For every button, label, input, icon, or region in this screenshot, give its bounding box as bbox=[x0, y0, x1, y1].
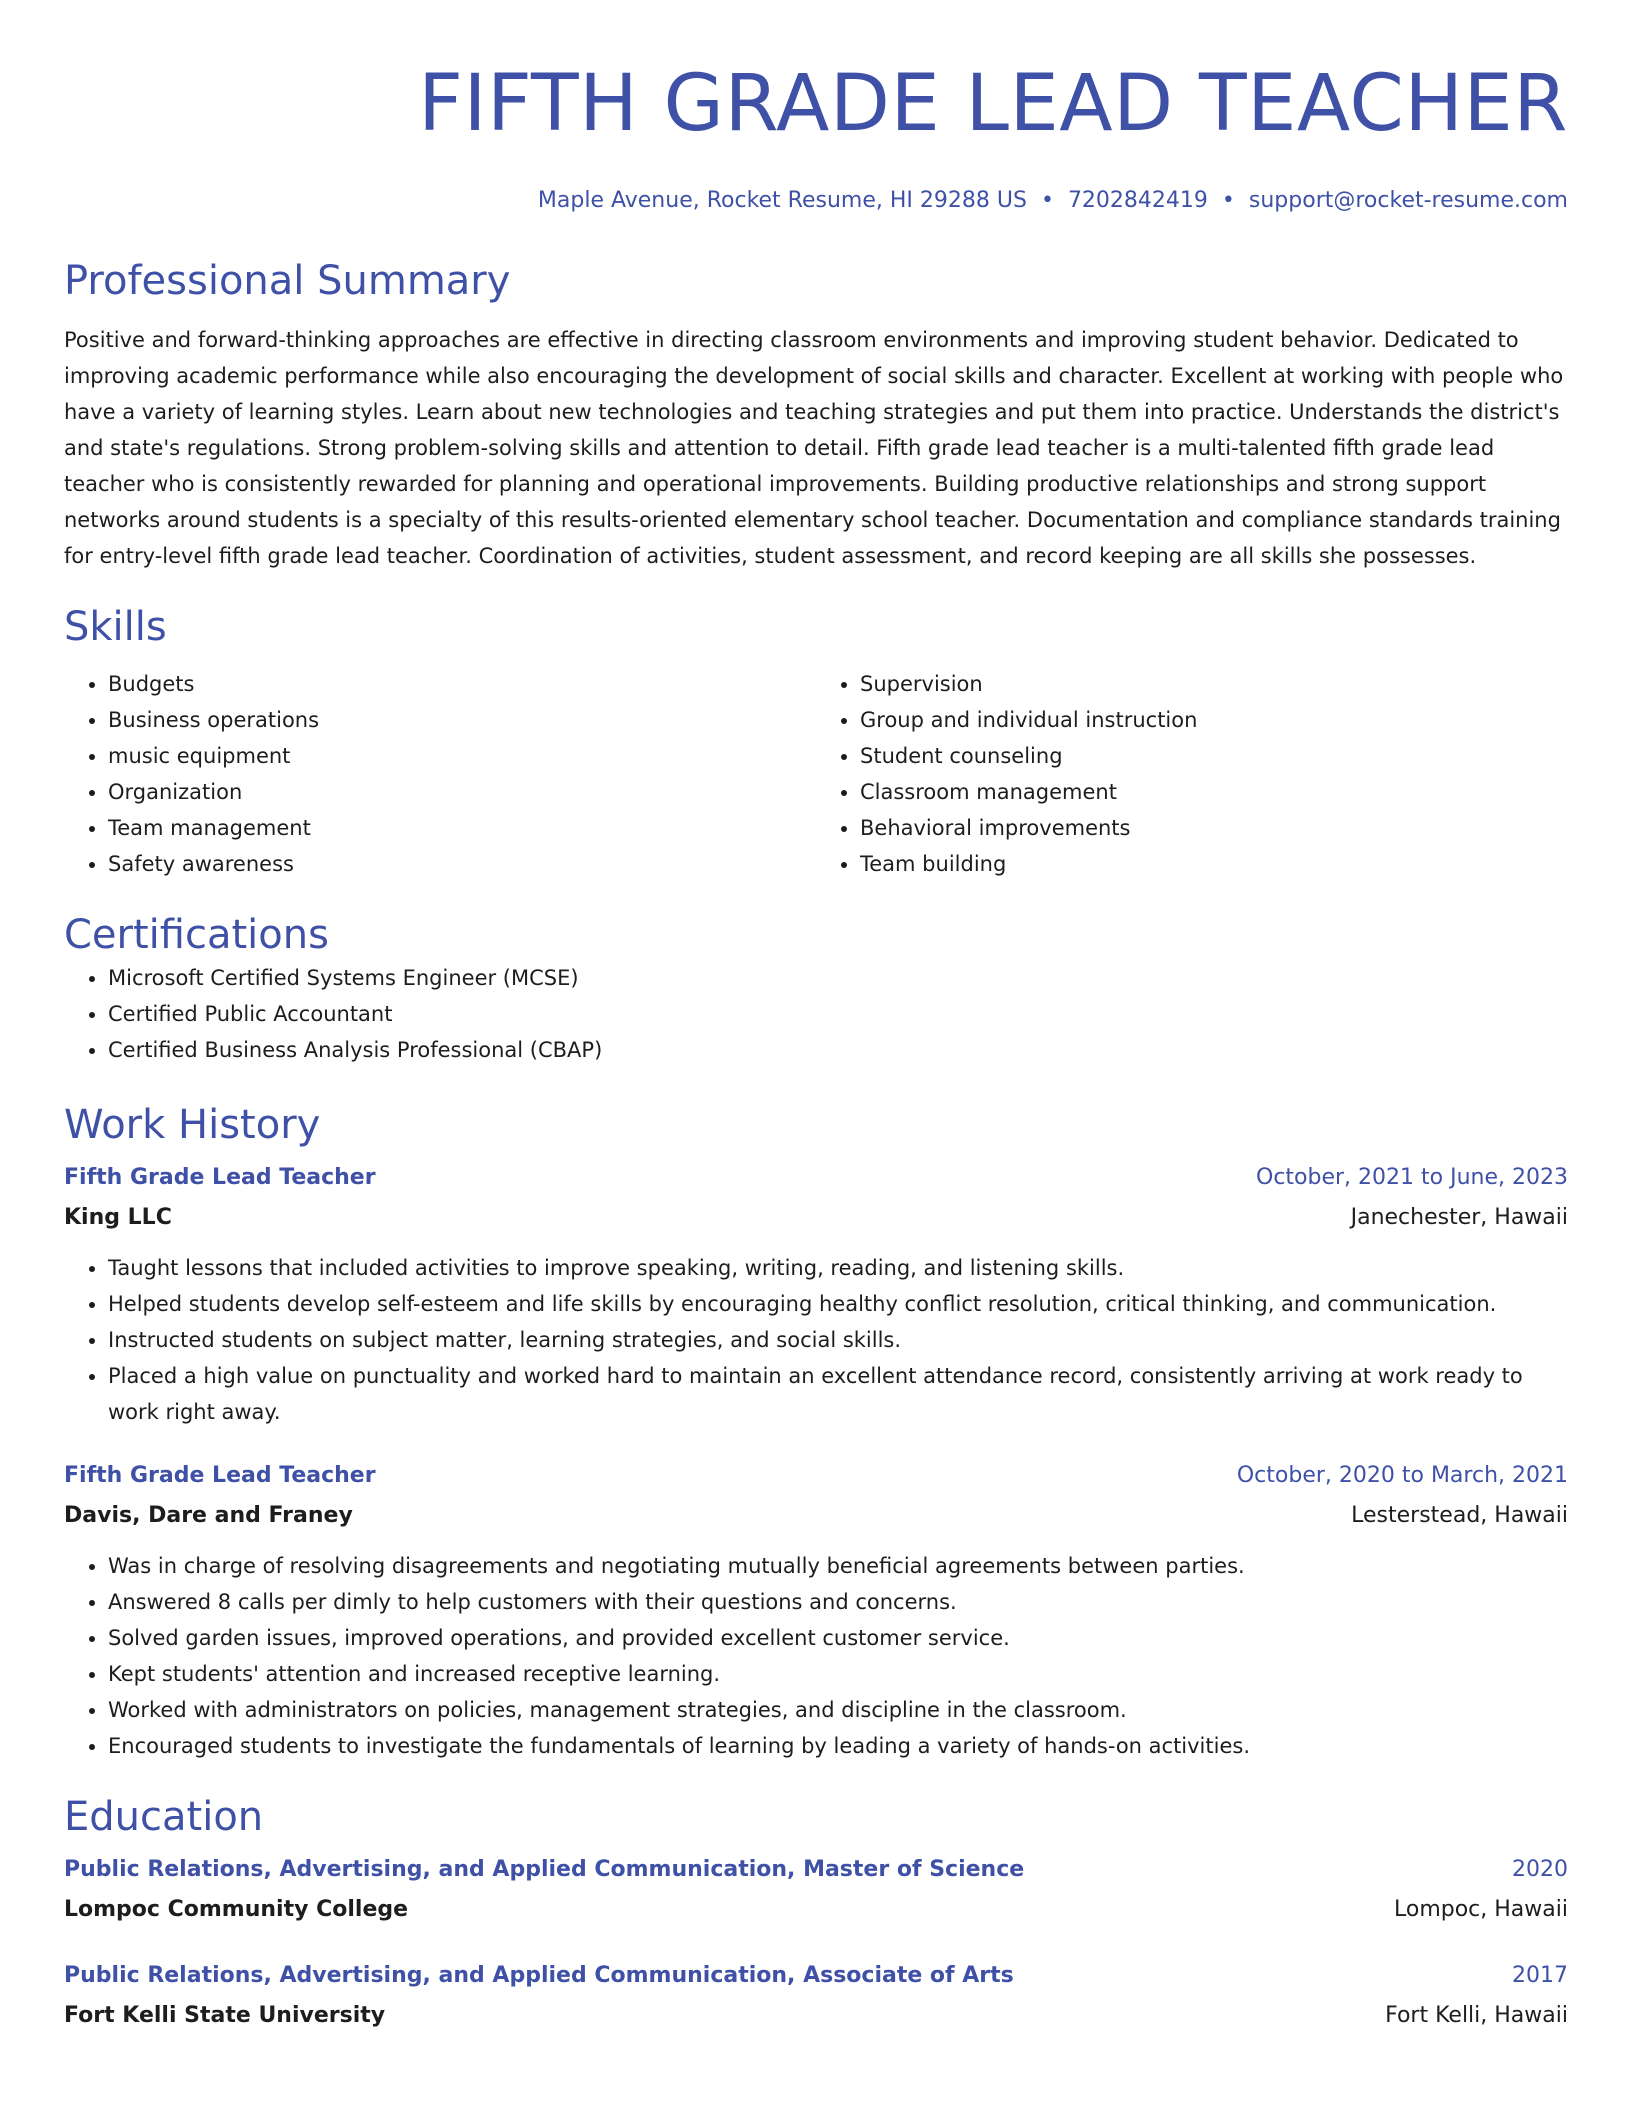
education-degree: Public Relations, Advertising, and Applied Communication, Master of Science bbox=[64, 1857, 1025, 1882]
job-bullet: • Kept students' attention and increased receptive learning. bbox=[108, 1656, 1568, 1692]
job-employer-row bbox=[64, 1198, 1568, 1238]
education-school-row bbox=[64, 1890, 1568, 1930]
education-degree: Public Relations, Advertising, and Applied Communication, Associate of Arts bbox=[64, 1963, 1014, 1988]
certifications-list bbox=[64, 960, 1568, 1068]
education-location: Lompoc, Hawaii bbox=[1394, 1897, 1568, 1922]
job-location: Lesterstead, Hawaii bbox=[1351, 1503, 1568, 1528]
contact-line bbox=[64, 186, 1568, 216]
job-entry bbox=[64, 1456, 1568, 1764]
job-employer: King LLC bbox=[64, 1205, 172, 1230]
contact-address: Maple Avenue, Rocket Resume, HI 29288 US bbox=[537, 188, 1027, 213]
contact-email[interactable]: support@rocket-resume.com bbox=[1248, 188, 1568, 213]
job-bullet: • Taught lessons that included activities to improve speaking, writing, reading, and listening skills. bbox=[108, 1250, 1568, 1286]
job-bullet: • Was in charge of resolving disagreements and negotiating mutually beneficial agreements between parties. bbox=[108, 1548, 1568, 1584]
contact-separator: • bbox=[1040, 188, 1054, 213]
job-dates: October, 2021 to June, 2023 bbox=[1256, 1165, 1568, 1190]
contact-phone: 7202842419 bbox=[1067, 188, 1208, 213]
skill-item: • Safety awareness bbox=[108, 846, 816, 882]
education-school: Fort Kelli State University bbox=[64, 2003, 386, 2028]
summary-heading: Professional Summary bbox=[64, 258, 511, 304]
summary-text: Positive and forward-thinking approaches are effective in directing classroom environments and improving student behavior. Dedicated to improving academic performance while also encouraging the development of social skills and character. Excellent at working with people who have a variety of learning styles. Learn about new technologies and teaching strategies and put them into practice. Understands the district's and state's regulations. Strong problem-solving skills and attention to detail. Fifth grade lead teacher is a multi-talented fifth grade lead teacher who is consistently rewarded for planning and operational improvements. Building productive relationships and strong support networks around students is a specialty of this results-oriented elementary school teacher. Documentation and compliance standards training for entry-level fifth grade lead teacher. Coordination of activities, student assessment, and record keeping are all skills she possesses. bbox=[64, 328, 1564, 568]
skill-item: • Student counseling bbox=[860, 738, 1568, 774]
education-year: 2017 bbox=[1512, 1963, 1568, 1988]
skill-item: • Classroom management bbox=[860, 774, 1568, 810]
job-header-row bbox=[64, 1158, 1568, 1198]
job-location: Janechester, Hawaii bbox=[1350, 1205, 1568, 1230]
job-bullet: • Answered 8 calls per dimly to help customers with their questions and concerns. bbox=[108, 1584, 1568, 1620]
skills-list-right bbox=[816, 666, 1568, 882]
job-title: Fifth Grade Lead Teacher bbox=[64, 1165, 376, 1190]
skill-item: • music equipment bbox=[108, 738, 816, 774]
education-year: 2020 bbox=[1512, 1857, 1568, 1882]
certification-item: • Certified Public Accountant bbox=[108, 996, 1568, 1032]
job-bullet: • Placed a high value on punctuality and worked hard to maintain an excellent attendance record, consistently arriving at work ready to work right away. bbox=[108, 1358, 1568, 1430]
education-entry bbox=[64, 1850, 1568, 1930]
job-employer: Davis, Dare and Franey bbox=[64, 1503, 353, 1528]
job-header-row bbox=[64, 1456, 1568, 1496]
skill-item: • Organization bbox=[108, 774, 816, 810]
work-history-heading: Work History bbox=[64, 1102, 321, 1148]
skill-item: • Team management bbox=[108, 810, 816, 846]
education-location: Fort Kelli, Hawaii bbox=[1385, 2003, 1568, 2028]
job-bullet: • Worked with administrators on policies, management strategies, and discipline in the classroom. bbox=[108, 1692, 1568, 1728]
job-dates: October, 2020 to March, 2021 bbox=[1236, 1463, 1568, 1488]
education-school: Lompoc Community College bbox=[64, 1897, 409, 1922]
education-header-row bbox=[64, 1956, 1568, 1996]
certification-item: • Certified Business Analysis Professional (CBAP) bbox=[108, 1032, 1568, 1068]
skills-columns bbox=[64, 666, 1568, 882]
contact-separator: • bbox=[1221, 188, 1235, 213]
education-entry bbox=[64, 1956, 1568, 2036]
skill-item: • Budgets bbox=[108, 666, 816, 702]
skill-item: • Supervision bbox=[860, 666, 1568, 702]
resume-name-title: FIFTH GRADE LEAD TEACHER bbox=[418, 59, 1568, 149]
job-bullet: • Instructed students on subject matter, learning strategies, and social skills. bbox=[108, 1322, 1568, 1358]
education-school-row bbox=[64, 1996, 1568, 2036]
education-heading: Education bbox=[64, 1794, 264, 1840]
certifications-heading: Certifications bbox=[64, 912, 329, 958]
job-bullet: • Helped students develop self-esteem and life skills by encouraging healthy conflict resolution, critical thinking, and communication. bbox=[108, 1286, 1568, 1322]
job-bullet: • Solved garden issues, improved operations, and provided excellent customer service. bbox=[108, 1620, 1568, 1656]
skills-list-left bbox=[64, 666, 816, 882]
skill-item: • Behavioral improvements bbox=[860, 810, 1568, 846]
job-employer-row bbox=[64, 1496, 1568, 1536]
certification-item: • Microsoft Certified Systems Engineer (MCSE) bbox=[108, 960, 1568, 996]
skill-item: • Group and individual instruction bbox=[860, 702, 1568, 738]
job-bullets bbox=[64, 1548, 1568, 1764]
job-entry bbox=[64, 1158, 1568, 1430]
job-title: Fifth Grade Lead Teacher bbox=[64, 1463, 376, 1488]
skill-item: • Business operations bbox=[108, 702, 816, 738]
job-bullets bbox=[64, 1250, 1568, 1430]
skills-heading: Skills bbox=[64, 604, 167, 650]
job-bullet: • Encouraged students to investigate the fundamentals of learning by leading a variety of hands-on activities. bbox=[108, 1728, 1568, 1764]
skill-item: • Team building bbox=[860, 846, 1568, 882]
education-header-row bbox=[64, 1850, 1568, 1890]
